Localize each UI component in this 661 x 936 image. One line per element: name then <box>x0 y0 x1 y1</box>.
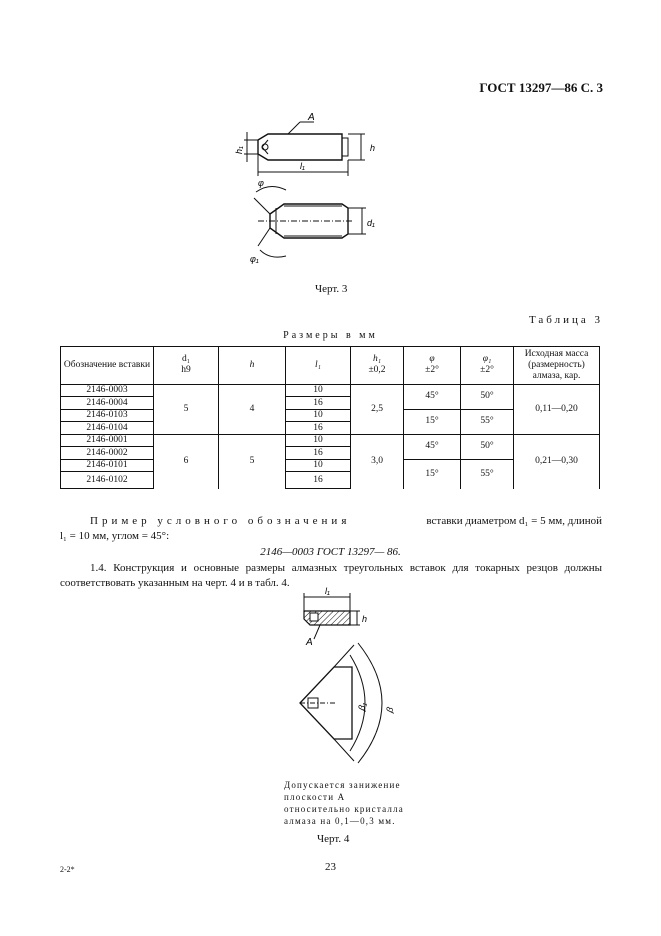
cell-code: 2146-0001 <box>61 434 154 447</box>
header-phi1-text: φ₁ <box>482 354 492 365</box>
fig4-label-h: h <box>362 614 368 624</box>
cell-mass: 0,11—0,20 <box>514 384 600 434</box>
header-phi1-tol: ±2° <box>480 365 494 376</box>
header-h-text: h <box>249 359 255 370</box>
cell-l1: 10 <box>286 459 351 472</box>
cell-l1: 10 <box>286 409 351 422</box>
figure-3-caption: Черт. 3 <box>315 283 348 295</box>
table-3-label: Таблица 3 <box>528 314 603 326</box>
table-3-subtitle: Размеры в мм <box>283 330 378 341</box>
fig3-label-phi: φ <box>258 178 264 188</box>
header-d1-text: d₁ <box>181 354 191 365</box>
example-lead: Пример условного обозначения <box>90 515 351 527</box>
table-row <box>61 434 600 447</box>
cell-phi1: 50° <box>461 384 514 409</box>
example-rest: вставки диаметром d₁ = 5 мм, длиной <box>426 515 602 527</box>
example-line-2: l₁ = 10 мм, углом = 45°: <box>60 530 170 542</box>
cell-l1: 16 <box>286 422 351 435</box>
cell-phi1: 50° <box>461 434 514 459</box>
fig4-label-l1: l₁ <box>325 586 330 596</box>
figure-3-drawing <box>230 110 390 270</box>
header-h1-tol: ±0,2 <box>368 365 386 376</box>
fig4-label-beta: β <box>384 705 396 714</box>
fig3-label-phi1: φ₁ <box>250 254 259 264</box>
cell-d1: 5 <box>154 384 219 434</box>
cell-h1: 3,0 <box>351 434 404 489</box>
cell-d1: 6 <box>154 434 219 489</box>
header-designation-text: Обозначение вставки <box>63 359 151 370</box>
fig4-label-a: A <box>306 637 313 648</box>
cell-phi1: 55° <box>461 409 514 434</box>
header-d1-tol: h9 <box>181 365 191 376</box>
header-phi-text: φ <box>429 354 435 365</box>
fig3-label-a: A <box>308 112 315 123</box>
cell-l1: 16 <box>286 447 351 460</box>
example-designation: 2146—0003 ГОСТ 13297— 86. <box>260 546 401 558</box>
cell-code: 2146-0004 <box>61 397 154 410</box>
page-number: 23 <box>325 861 336 873</box>
cell-code: 2146-0002 <box>61 447 154 460</box>
header-phi1 <box>461 347 514 385</box>
cell-h1: 2,5 <box>351 384 404 434</box>
cell-phi1: 55° <box>461 459 514 489</box>
header-d1 <box>154 347 219 385</box>
cell-code: 2146-0104 <box>61 422 154 435</box>
cell-l1: 16 <box>286 397 351 410</box>
standard-header: ГОСТ 13297—86 С. 3 <box>479 80 603 95</box>
cell-phi: 15° <box>404 459 461 489</box>
header-l1-text: l₁ <box>315 359 321 370</box>
header-h1 <box>351 347 404 385</box>
sheet-mark: 2-2* <box>60 865 75 874</box>
cell-l1: 10 <box>286 384 351 397</box>
header-h1-text: h₁ <box>372 354 382 365</box>
table-3 <box>60 346 600 489</box>
figure-4-caption: Черт. 4 <box>317 833 350 845</box>
cell-code: 2146-0102 <box>61 472 154 489</box>
fig3-label-h1: h₁ <box>234 146 244 154</box>
fig3-label-h: h <box>370 143 376 153</box>
cell-code: 2146-0103 <box>61 409 154 422</box>
header-mass-text: Исходная масса (размерность) алмаза, кар. <box>524 349 589 381</box>
cell-h: 5 <box>219 434 286 489</box>
header-l1 <box>286 347 351 385</box>
cell-l1: 16 <box>286 472 351 489</box>
fig4-note: Допускается занижение плоскости А относительно кристалла алмаза на 0,1—0,3 мм. <box>284 780 404 826</box>
header-designation <box>61 347 154 385</box>
fig4-label-beta1: β₁ <box>356 701 368 712</box>
cell-phi: 45° <box>404 384 461 409</box>
fig3-label-d1: d₁ <box>367 218 375 228</box>
example-line-1 <box>90 514 602 529</box>
cell-code: 2146-0101 <box>61 459 154 472</box>
cell-mass: 0,21—0,30 <box>514 434 600 489</box>
header-mass <box>514 347 600 385</box>
header-phi <box>404 347 461 385</box>
fig3-label-l1: l₁ <box>300 161 305 171</box>
table-row <box>61 384 600 397</box>
header-h <box>219 347 286 385</box>
cell-l1: 10 <box>286 434 351 447</box>
cell-h: 4 <box>219 384 286 434</box>
cell-phi: 45° <box>404 434 461 459</box>
figure-4-drawing <box>280 585 420 765</box>
table-header-row <box>61 347 600 385</box>
cell-code: 2146-0003 <box>61 384 154 397</box>
cell-phi: 15° <box>404 409 461 434</box>
header-phi-tol: ±2° <box>425 365 439 376</box>
clause-1-4: 1.4. Конструкция и основные размеры алмазных треугольных вставок для токарных резцов должны соответствовать указанным на черт. 4 и в табл. 4. <box>60 562 602 589</box>
